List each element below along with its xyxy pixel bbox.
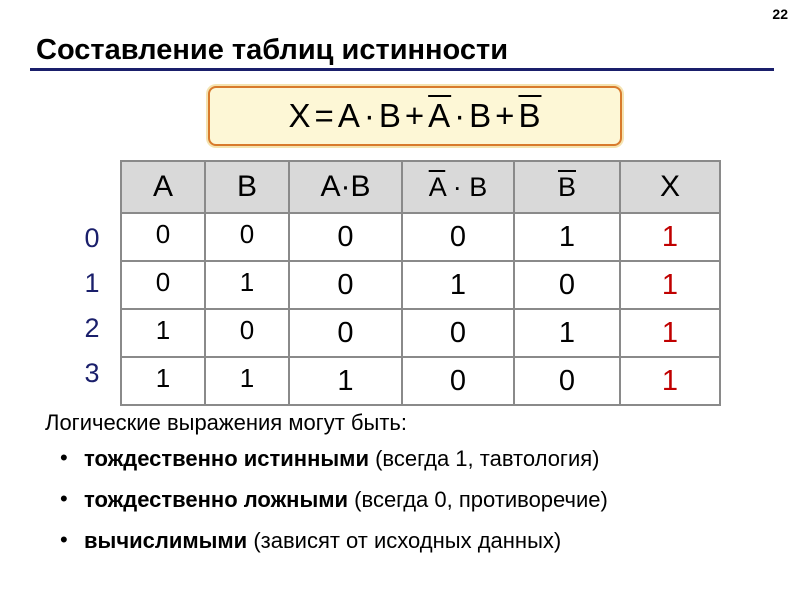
row-index: 0: [84, 223, 100, 253]
property-term: тождественно ложными: [84, 487, 349, 512]
header-nab-b: B: [469, 171, 488, 202]
table-row: [121, 309, 720, 357]
cell-a-and-b: 0: [289, 213, 402, 261]
header-not-a-and-b: [402, 161, 514, 213]
list-item: [58, 528, 608, 554]
cell-b: 1: [205, 357, 289, 405]
cell-not-b: 0: [514, 261, 620, 309]
row-index: 1: [84, 268, 100, 298]
header-not-b: [514, 161, 620, 213]
header-nab-a: $\overline{A}$: [428, 171, 446, 202]
formula-equals: =: [314, 97, 335, 134]
intro-text: Логические выражения могут быть:: [45, 410, 407, 435]
table-row: [121, 213, 720, 261]
slide-number: 22: [772, 6, 788, 22]
cell-not-b: 1: [514, 309, 620, 357]
cell-x: 1: [620, 309, 720, 357]
list-item: [58, 487, 608, 513]
cell-not-a-and-b: 1: [402, 261, 514, 309]
header-b: B: [205, 161, 289, 213]
cell-a-and-b: 0: [289, 309, 402, 357]
properties-list: [58, 446, 608, 569]
page-title: Составление таблиц истинности: [36, 34, 509, 66]
cell-not-b: 1: [514, 213, 620, 261]
list-item: [58, 446, 608, 472]
formula-not-a: $\overline{A}$: [428, 97, 452, 134]
property-note: (всегда 1, тавтология): [368, 446, 600, 471]
formula-plus: +: [404, 97, 426, 134]
cell-not-a-and-b: 0: [402, 213, 514, 261]
row-index: 3: [84, 358, 100, 388]
cell-b: 0: [205, 309, 289, 357]
cell-not-a-and-b: 0: [402, 309, 514, 357]
formula-b: B: [378, 97, 402, 134]
header-ab-b: B: [350, 170, 371, 203]
cell-a: 0: [121, 213, 205, 261]
formula-plus: +: [495, 97, 516, 134]
table-header-row: [121, 161, 720, 213]
cell-x: 1: [620, 213, 720, 261]
property-term: вычислимыми: [84, 528, 248, 553]
formula-a: A: [337, 97, 361, 134]
cell-a-and-b: 1: [289, 357, 402, 405]
formula-dot: ·: [363, 97, 376, 134]
cell-a: 1: [121, 357, 205, 405]
formula-x: X: [288, 97, 312, 134]
table-row: [121, 261, 720, 309]
header-ab-dot: ·: [340, 170, 351, 203]
cell-x: 1: [620, 357, 720, 405]
property-note: (зависят от исходных данных): [247, 528, 562, 553]
cell-b: 1: [205, 261, 289, 309]
cell-not-b: 0: [514, 357, 620, 405]
header-nab-dot: ·: [452, 171, 462, 202]
header-x: X: [620, 161, 720, 213]
cell-x: 1: [620, 261, 720, 309]
header-a-and-b: [289, 161, 402, 213]
cell-a-and-b: 0: [289, 261, 402, 309]
header-ab-a: A: [320, 170, 341, 203]
cell-b: 0: [205, 213, 289, 261]
formula-b: B: [469, 97, 493, 134]
property-note: (всегда 0, противоречие): [348, 487, 608, 512]
property-term: тождественно истинными: [84, 446, 369, 471]
truth-table: [120, 160, 721, 406]
cell-a: 0: [121, 261, 205, 309]
cell-a: 1: [121, 309, 205, 357]
cell-not-a-and-b: 0: [402, 357, 514, 405]
formula-dot: ·: [454, 97, 467, 134]
header-nb: $\overline{B}$: [557, 171, 576, 202]
formula-not-b: $\overline{B}$: [518, 97, 542, 134]
table-row: [121, 357, 720, 405]
formula-box: [208, 86, 622, 146]
row-index: 2: [84, 313, 100, 343]
header-a: A: [121, 161, 205, 213]
title-underline: [30, 68, 774, 71]
